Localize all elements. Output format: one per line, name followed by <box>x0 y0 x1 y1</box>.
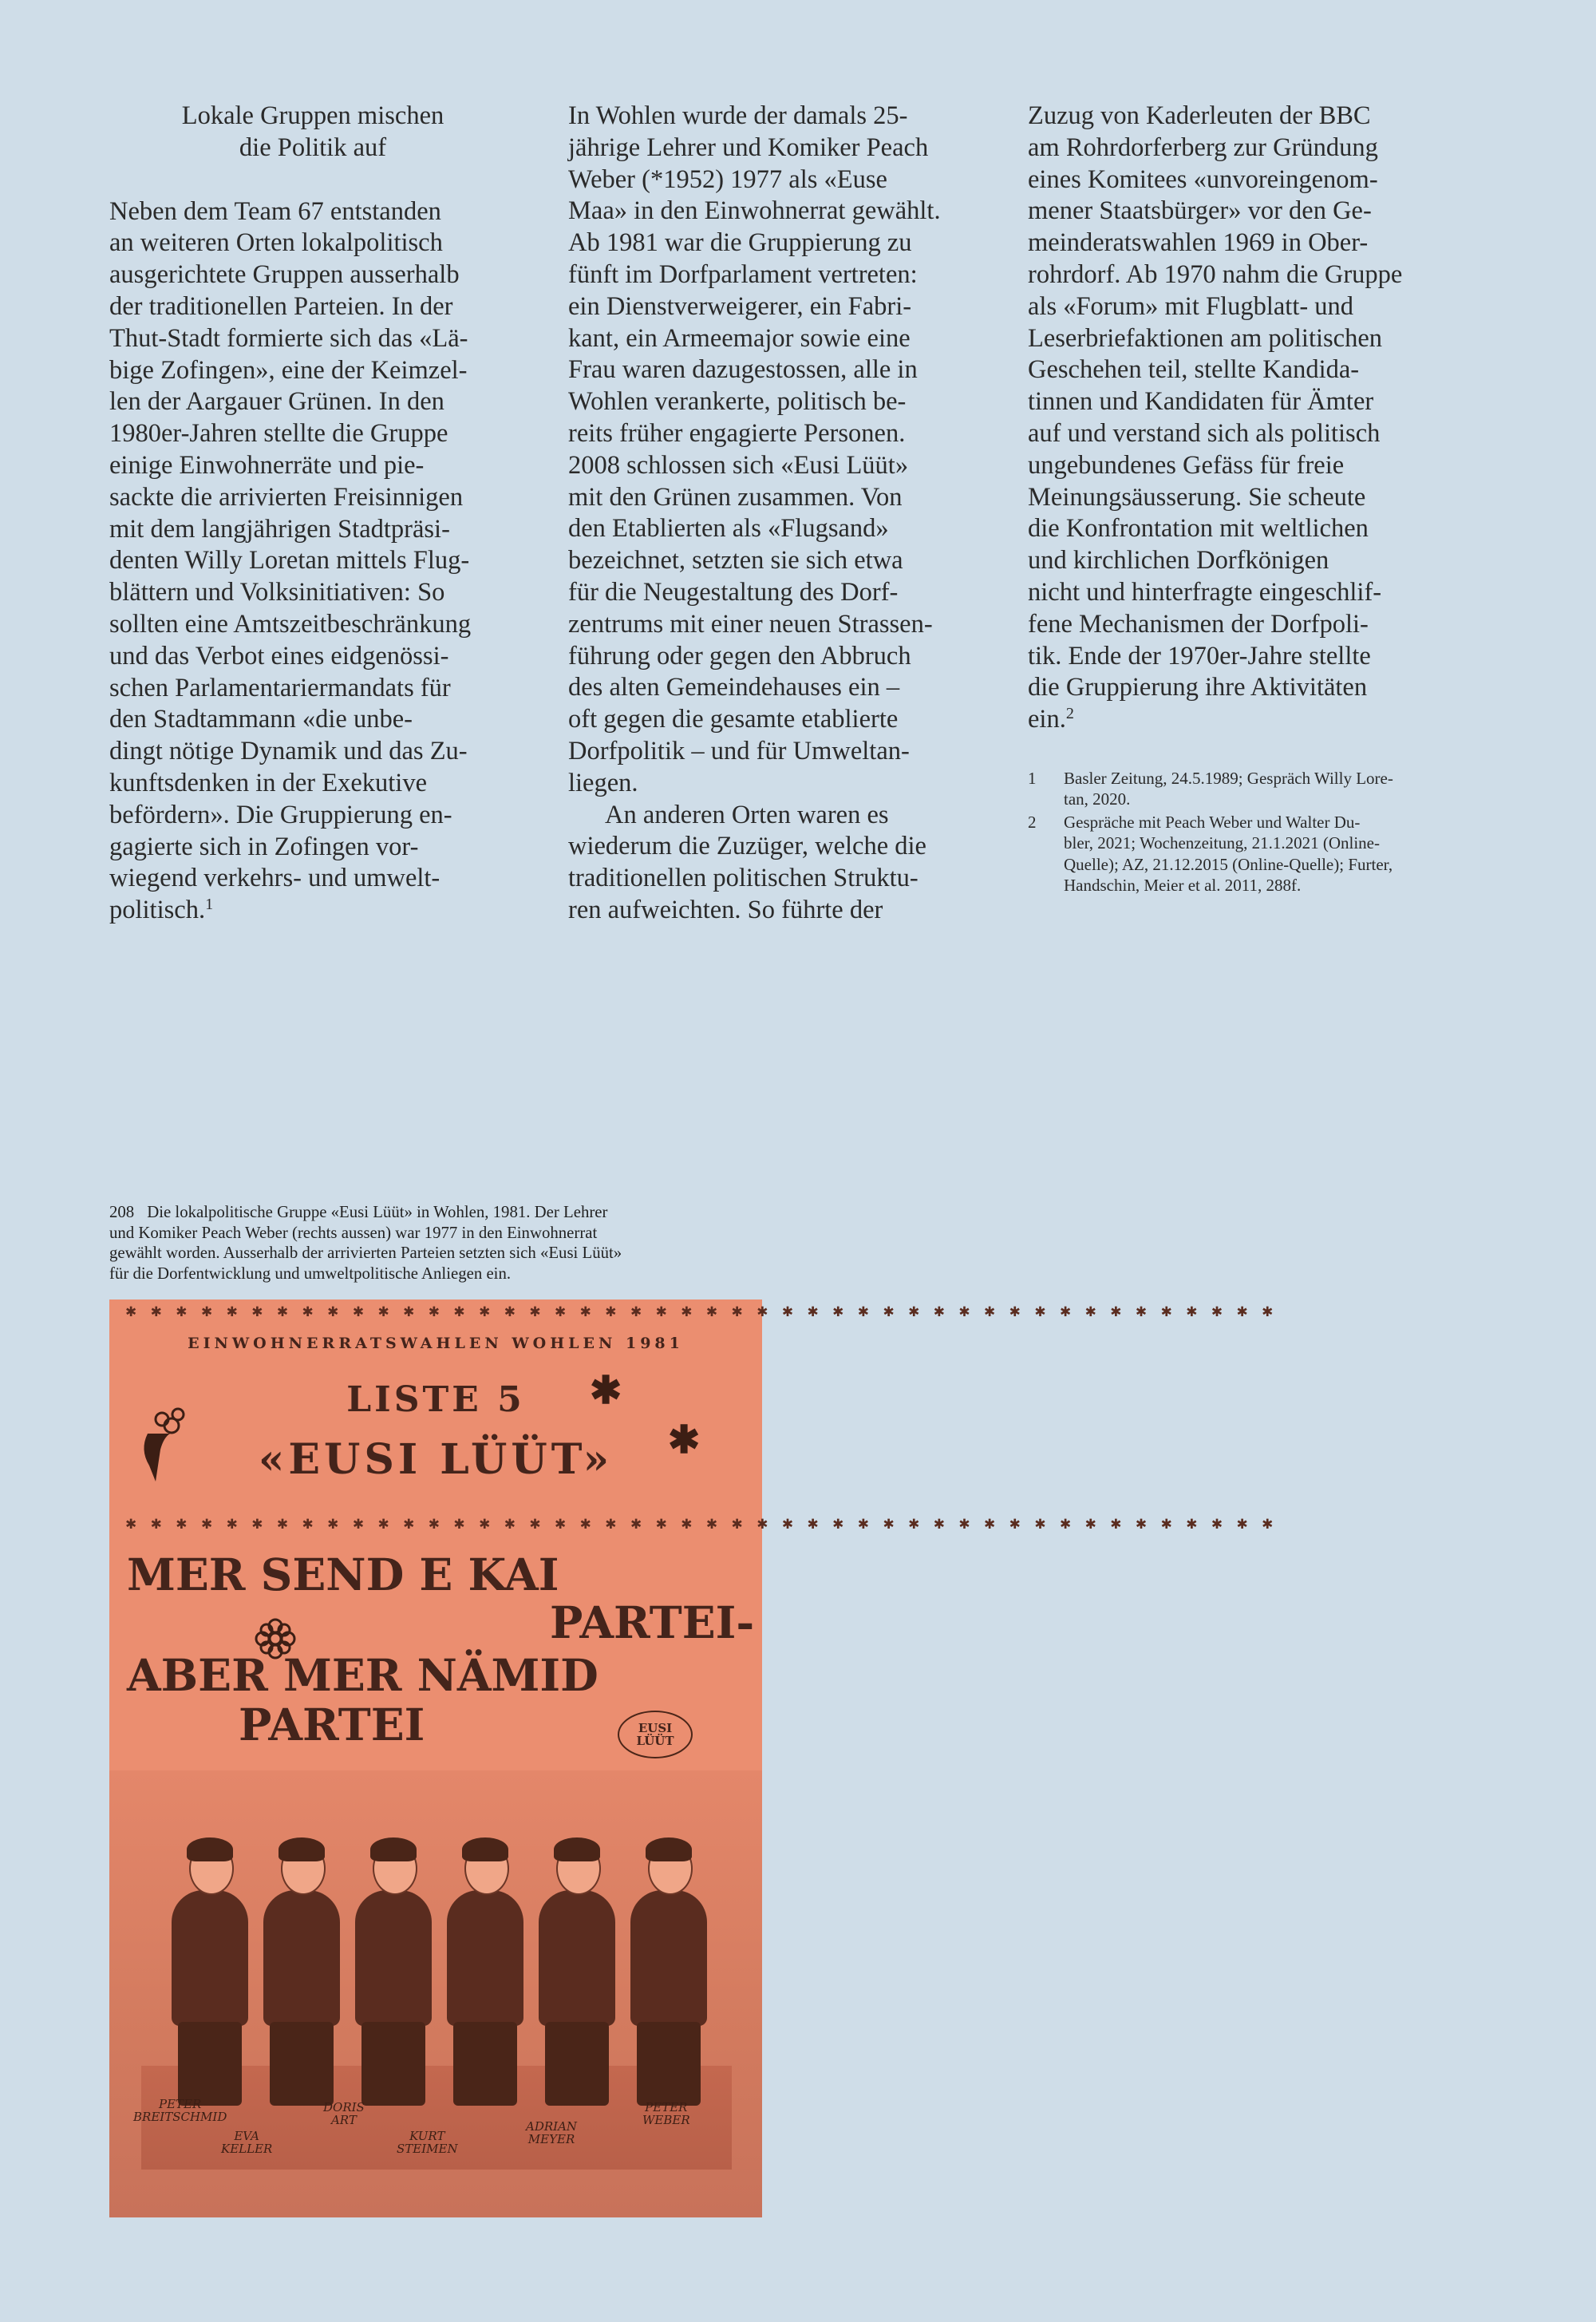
text-column-1 <box>109 101 516 927</box>
poster-list-number: LISTE 5 <box>346 1379 525 1420</box>
footnote: 2 Gespräche mit Peach Weber und Walter Du- bler, 2021; Wochenzeitung, 21.1.2021 (Online- Quelle); AZ, 21.12.2015 (Online-Quelle); Furter, Handschin, Meier et al. 2011, 288f. <box>1028 812 1393 895</box>
speech-bubble: EUSI LÜÜT <box>618 1711 693 1758</box>
footnote-reference[interactable]: 1 <box>205 896 214 914</box>
poster-slogan-line-3: ABER MER NÄMID <box>127 1649 598 1701</box>
text-column-3 <box>1028 101 1435 897</box>
poster-slogan-line-1: MER SEND E KAI <box>127 1549 559 1600</box>
poster-header: EINWOHNERRATSWAHLEN WOHLEN 1981 <box>188 1335 684 1352</box>
footnote-reference[interactable]: 2 <box>1065 705 1074 723</box>
paragraph: Neben dem Team 67 entstanden an weiteren Orten lokalpolitisch ausgerichtete Gruppen ausserhalb der traditionellen Parteien. In der Thut-Stadt formierte sich das «Lä- bige Zofingen», eine der Keimzel- len der Aargauer Grünen. In den 1980er-Jahren stellte die Gruppe einige Einwohnerräte und pie- sackte die arrivierten Freisinnigen mit dem langjährigen Stadtpräsi- denten Willy Loretan mittels Flug- blättern und Volksinitiativen: So sollten eine Amtszeitbeschränkung und das Verbot eines eidgenössi- schen Parlamentariermandats für den Stadtammann «die unbe- dingt nötige Dynamik und das Zu- kunftsdenken in der Exekutive befördern». Die Gruppierung en- gagierte sich in Zofingen vor- wiegend verkehrs- und umwelt- politisch.$^1$ <box>109 196 472 925</box>
poster-party-name: «EUSI LÜÜT» <box>258 1435 614 1484</box>
paragraph: In Wohlen wurde der damals 25- jährige Lehrer und Komiker Peach Weber (*1952) 1977 als «Euse Maa» in den Einwohnerrat gewählt. Ab 1981 war die Gruppierung zu fünft im Dorfparlament vertreten: ein Dienstverweigerer, ein Fabri- kant, ein Armeemajor sowie eine Frau waren dazugestossen, alle in Wohlen verankerte, politisch be- reits früher engagierte Personen. 2008 schlossen sich «Eusi Lüüt» mit den Grünen zusammen. Von den Etablierten als «Flugsand» bezeichnet, setzten sie sich etwa für die Neugestaltung des Dorf- zentrums mit einer neuen Strassen- führung oder gegen den Abbruch des alten Gemeindehauses ein – oft gegen die gesamte etablierte Dorfpolitik – und für Umweltan- liegen. <box>568 101 941 797</box>
person-name-label: PETER BREITSCHMID <box>133 2097 227 2124</box>
person-name-label: DORIS ART <box>323 2100 365 2127</box>
person-name-label: EVA KELLER <box>221 2129 273 2156</box>
person-name-label: ADRIAN MEYER <box>526 2119 578 2146</box>
footnote: 1 Basler Zeitung, 24.5.1989; Gespräch Willy Lore- tan, 2020. <box>1028 768 1393 809</box>
footnotes <box>1028 768 1435 896</box>
person-name-label: PETER WEBER <box>642 2100 690 2127</box>
poster-slogan-line-2: PARTEI- <box>550 1596 755 1648</box>
person <box>532 1842 620 2106</box>
person <box>440 1842 528 2106</box>
text-column-2 <box>568 101 975 927</box>
election-poster <box>109 1299 1278 2217</box>
section-heading: Lokale Gruppen mischen die Politik auf <box>181 101 444 162</box>
person <box>257 1842 345 2106</box>
person-name-label: KURT STEIMEN <box>397 2129 458 2156</box>
paragraph: Zuzug von Kaderleuten der BBC am Rohrdorferberg zur Gründung eines Komitees «unvoreingenom- mener Staatsbürger» vor den Ge- meinderatswahlen 1969 in Ober- rohrdorf. Ab 1970 nahm die Gruppe als «Forum» mit Flugblatt- und Leserbriefaktionen am politischen Geschehen teil, stellte Kandida- tinnen und Kandidaten für Ämter auf und verstand sich als politisch ungebundenes Gefäss für freie Meinungsäusserung. Sie scheute die Konfrontation mit weltlichen und kirchlichen Dorfkönigen nicht und hinterfragte eingeschlif- fene Mechanismen der Dorfpoli- tik. Ende der 1970er-Jahre stellte die Gruppierung ihre Aktivitäten ein.$^2$ <box>1028 101 1403 734</box>
dotted-divider: ✱ ✱ ✱ ✱ ✱ ✱ ✱ ✱ ✱ ✱ ✱ ✱ ✱ ✱ ✱ ✱ ✱ ✱ ✱ ✱ ✱ ✱ ✱ ✱ ✱ ✱ ✱ ✱ ✱ ✱ ✱ ✱ ✱ ✱ ✱ ✱ ✱ ✱ ✱ ✱ ✱ ✱ ✱ ✱ ✱ ✱ <box>125 1517 1278 1533</box>
dotted-border-top: ✱ ✱ ✱ ✱ ✱ ✱ ✱ ✱ ✱ ✱ ✱ ✱ ✱ ✱ ✱ ✱ ✱ ✱ ✱ ✱ ✱ ✱ ✱ ✱ ✱ ✱ ✱ ✱ ✱ ✱ ✱ ✱ ✱ ✱ ✱ ✱ ✱ ✱ ✱ ✱ ✱ ✱ ✱ ✱ ✱ ✱ <box>125 1304 1278 1320</box>
figure-caption: 208 Die lokalpolitische Gruppe «Eusi Lüüt» in Wohlen, 1981. Der Lehrer und Komiker Peach Weber (rechts aussen) war 1977 in den Einwohnerrat gewählt worden. Ausserhalb der arrivierten Parteien setzten sich «Eusi Lüüt» für die Dorfentwicklung und umweltpolitische Anliegen ein. <box>109 1203 622 1283</box>
person <box>165 1842 253 2106</box>
person <box>624 1842 712 2106</box>
poster-slogan-line-4: PARTEI <box>239 1699 425 1750</box>
person <box>349 1842 437 2106</box>
asterisk-icon: ✱ <box>590 1368 622 1413</box>
paragraph: An anderen Orten waren es wiederum die Zuzüger, welche die traditionellen politischen Struktu- ren aufweichten. So führte der <box>568 800 926 924</box>
figure-number: 208 <box>109 1203 135 1221</box>
asterisk-icon: ✱ <box>668 1418 701 1462</box>
